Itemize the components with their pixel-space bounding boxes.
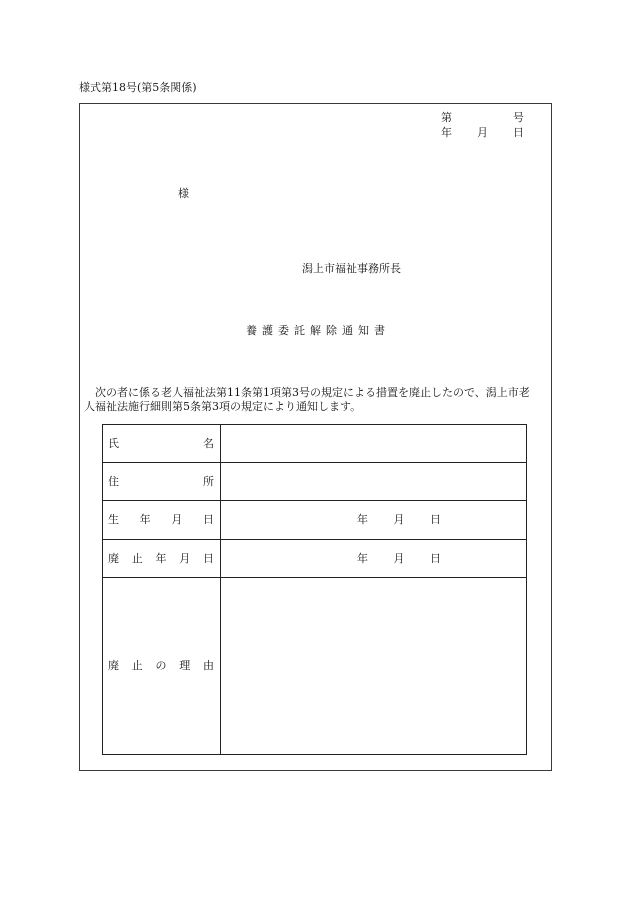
label-cell: [103, 425, 221, 463]
body-line: 次の者に係る老人福祉法第11条第1項第3号の規定による措置を廃止したので、潟上市老: [95, 386, 530, 399]
birthdate-value-cell: [221, 501, 527, 540]
label-cell: [103, 501, 221, 540]
name-value-cell: [221, 425, 527, 463]
table-row-birthdate: [103, 501, 527, 540]
body-paragraph: [84, 386, 530, 414]
document-title: 養護委託解除通知書: [246, 324, 390, 337]
label-char: 日: [202, 513, 214, 526]
label-char: 月: [179, 551, 191, 565]
label-char: 氏: [108, 436, 119, 450]
document-number: [441, 111, 524, 125]
issue-date-month: 月: [477, 126, 488, 139]
label-char: 年: [139, 513, 151, 526]
label-char: 所: [203, 474, 214, 488]
issue-date-year: 年: [441, 126, 452, 139]
birthdate-date: [357, 513, 441, 527]
sender-name: 潟上市福祉事務所長: [302, 262, 401, 275]
issue-date: [441, 126, 524, 140]
table-row-abolition-reason: [103, 578, 527, 755]
table-row-name: [103, 425, 527, 463]
label-char: 生: [108, 513, 119, 526]
label-cell: [103, 540, 221, 578]
date-day: 日: [430, 551, 441, 565]
label-char: 由: [203, 659, 214, 672]
label-char: 名: [203, 436, 214, 450]
abolition-date-value-cell: [221, 540, 527, 578]
date-year: 年: [357, 513, 368, 526]
abolition-date: [357, 552, 441, 566]
row-label-abolition-date: [103, 552, 220, 566]
address-value-cell: [221, 463, 527, 501]
label-char: の: [155, 659, 167, 672]
table-row-abolition-date: [103, 540, 527, 578]
label-char: 廃: [108, 551, 119, 565]
date-month: 月: [393, 513, 405, 526]
label-char: 住: [108, 474, 119, 488]
label-char: 月: [171, 513, 183, 526]
label-cell: [103, 463, 221, 501]
body-line: 人福祉法施行細則第5条第3項の規定により通知します。: [84, 400, 362, 413]
row-label-abolition-reason: [103, 659, 220, 673]
date-day: 日: [430, 513, 441, 526]
recipient-honorific: 様: [178, 187, 189, 200]
date-month: 月: [393, 551, 405, 565]
row-label-birthdate: [103, 513, 220, 527]
issue-date-day: 日: [513, 126, 524, 139]
abolition-reason-value-cell: [221, 578, 527, 755]
date-year: 年: [357, 551, 368, 565]
document-number-prefix: 第: [441, 111, 452, 124]
row-label-address: [103, 475, 220, 489]
label-char: 日: [203, 551, 214, 565]
document-number-suffix: 号: [513, 111, 524, 124]
row-label-name: [103, 437, 220, 451]
subject-info-table: [102, 424, 527, 755]
label-char: 止: [131, 551, 143, 565]
label-char: 止: [131, 659, 143, 672]
table-row-address: [103, 463, 527, 501]
label-char: 廃: [108, 659, 119, 672]
label-char: 年: [155, 551, 167, 565]
label-char: 理: [179, 659, 191, 672]
label-cell: [103, 578, 221, 755]
form-number: 様式第18号(第5条関係): [79, 81, 197, 94]
notice-frame: [79, 103, 552, 771]
